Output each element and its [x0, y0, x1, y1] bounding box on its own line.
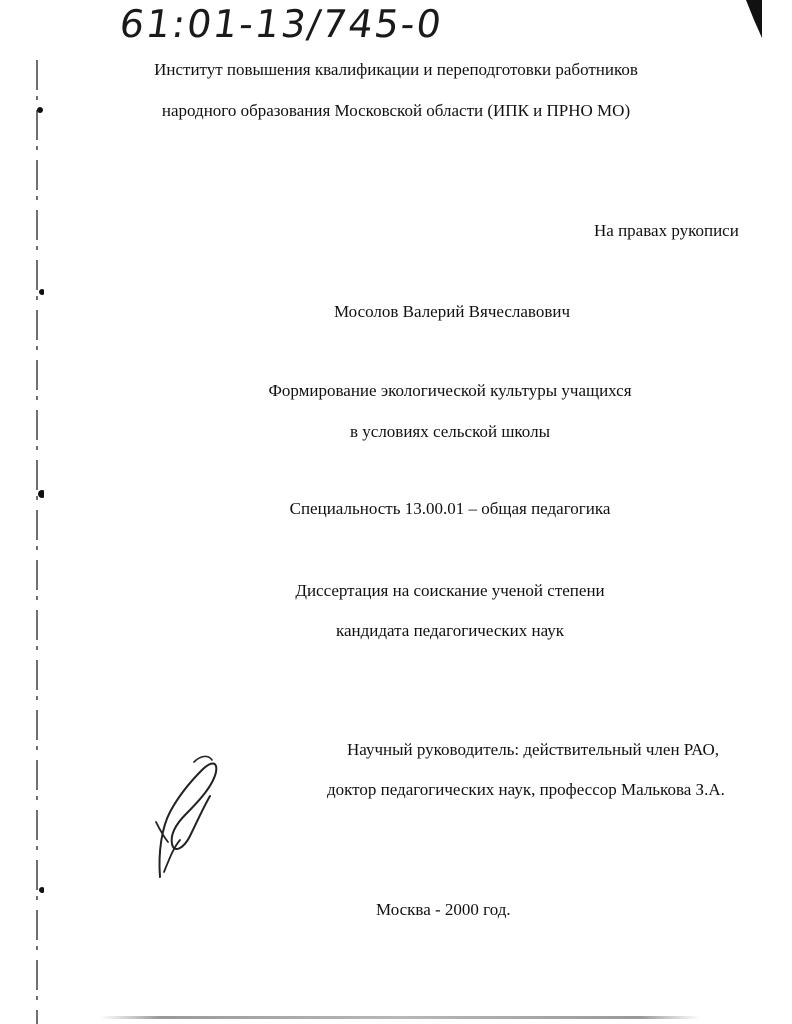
degree-line-1: Диссертация на соискание ученой степени: [295, 581, 605, 600]
title-line-1: Формирование экологической культуры учащихся: [268, 381, 632, 400]
corner-scan-mark-icon: [744, 0, 764, 40]
title-line-2: в условиях сельской школы: [350, 422, 550, 441]
place-and-year: Москва - 2000 год.: [376, 900, 511, 919]
manuscript-note: На правах рукописи: [594, 221, 739, 240]
degree-line-2: кандидата педагогических наук: [335, 621, 565, 640]
supervisor-line-1: Научный руководитель: действительный член РАО,: [347, 740, 720, 759]
handwritten-signature: [150, 752, 230, 882]
institute-line-1: Институт повышения квалификации и переподготовки работников: [154, 60, 638, 79]
supervisor-line-2: доктор педагогических наук, профессор Малькова З.А.: [327, 780, 725, 799]
author-name: Мосолов Валерий Вячеславович: [333, 302, 571, 321]
scan-bottom-edge: [100, 1016, 700, 1019]
specialty: Специальность 13.00.01 – общая педагогика: [289, 499, 611, 518]
institute-line-2: народного образования Московской области (ИПК и ПРНО МО): [161, 101, 631, 120]
handwritten-archive-code: 61:01-13/745-0: [116, 2, 446, 46]
binding-edge-strip: [30, 60, 44, 1024]
